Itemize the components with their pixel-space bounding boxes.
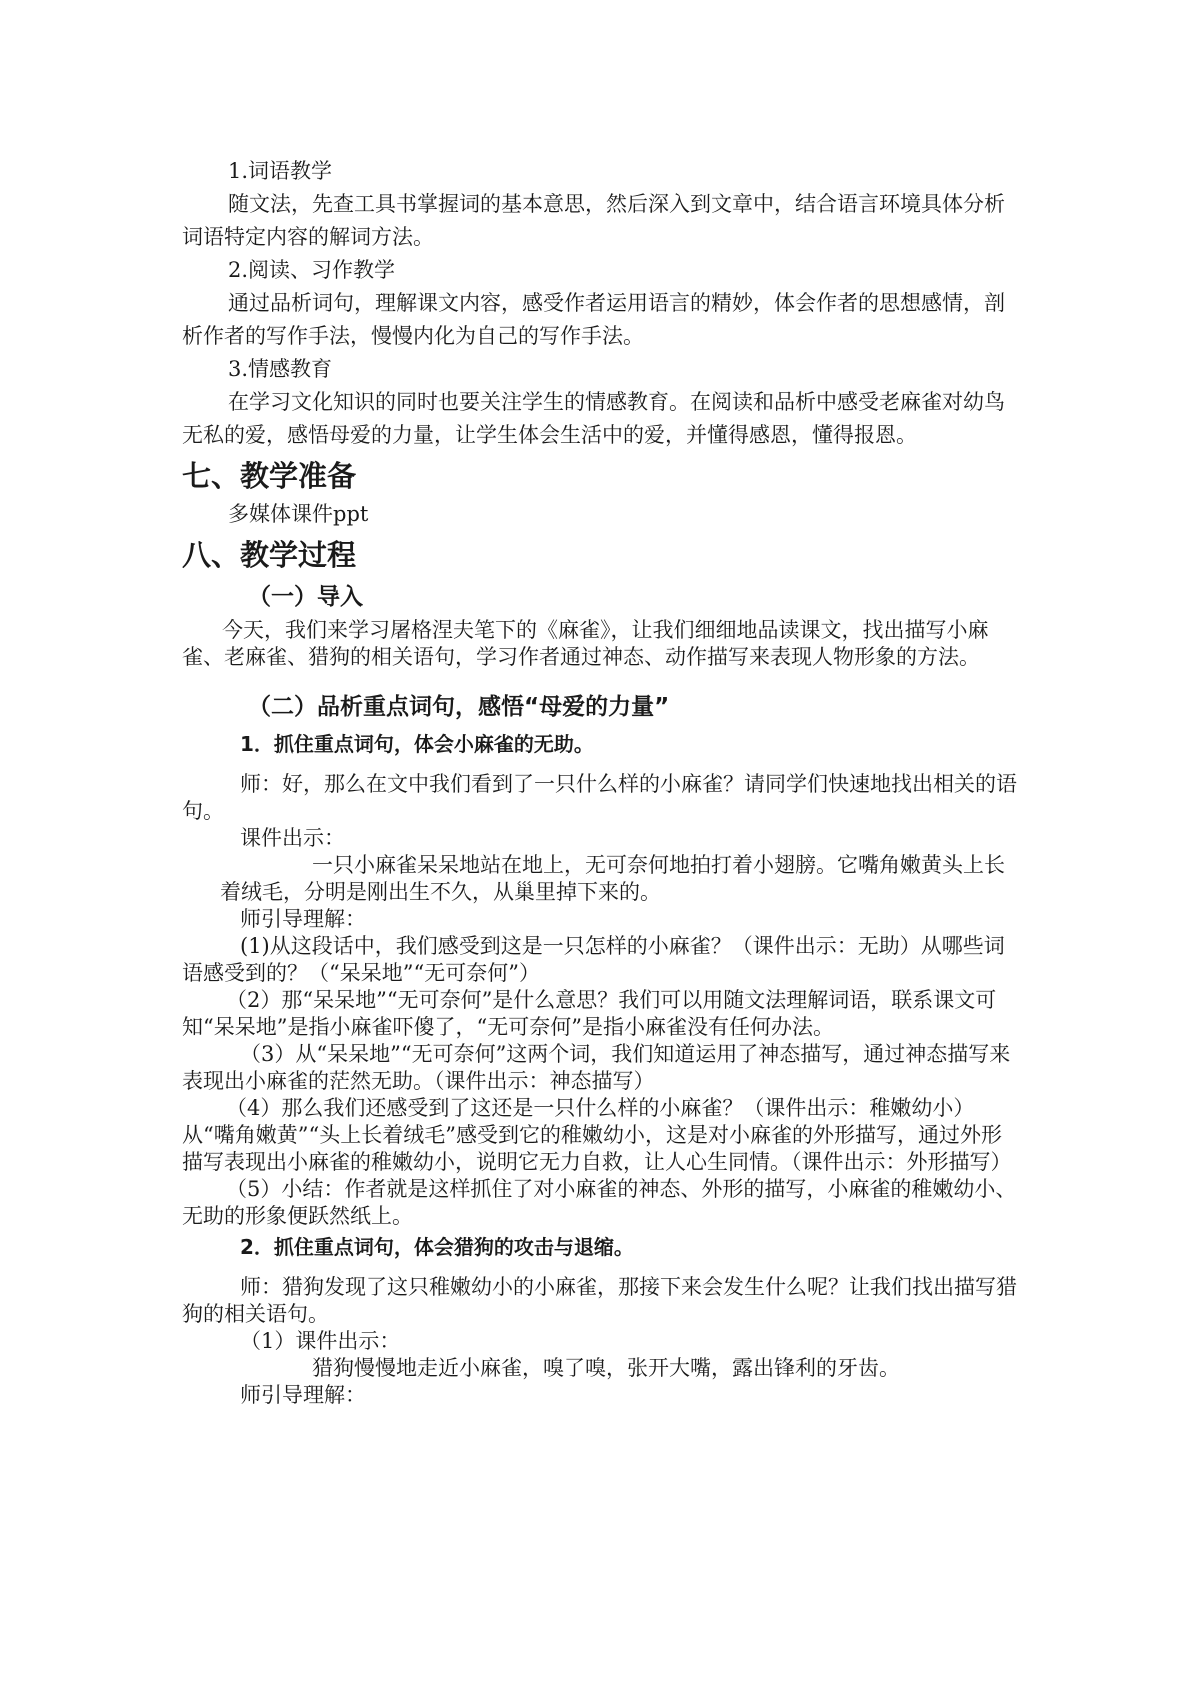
part2-sub1-heading: 1．抓住重点词句，体会小麻雀的无助。 — [240, 732, 594, 756]
prep-body: 多媒体课件ppt — [228, 502, 369, 526]
courseware-show-1: 课件出示： — [240, 826, 345, 850]
section-3-body: 在学习文化知识的同时也要关注学生的情感教育。在阅读和品析中感受老麻雀对幼鸟无私的爱，感悟母爱的力量，让学生体会生活中的爱，并懂得感恩，懂得报恩。 — [182, 390, 1005, 447]
guide-label-2: 师引导理解： — [240, 1383, 366, 1407]
part2-heading: （二）品析重点词句，感悟“母爱的力量” — [248, 694, 670, 720]
teacher-question-1: 师：好，那么在文中我们看到了一只什么样的小麻雀？请同学们快速地找出相关的语句。 — [182, 772, 1017, 823]
quote-2: 猎狗慢慢地走近小麻雀，嗅了嗅，张开大嘴，露出锋利的牙齿。 — [312, 1356, 900, 1380]
intro-heading: （一）导入 — [248, 584, 363, 610]
section-1-body: 随文法，先查工具书掌握词的基本意思，然后深入到文章中，结合语言环境具体分析词语特定内容的解词方法。 — [182, 192, 1005, 249]
section-1-title: 1.词语教学 — [228, 159, 333, 183]
section-3-title: 3.情感教育 — [228, 357, 333, 381]
intro-body: 今天，我们来学习屠格涅夫笔下的《麻雀》，让我们细细地品读课文，找出描写小麻雀、老麻雀、猎狗的相关语句，学习作者通过神态、动作描写来表现人物形象的方法。 — [182, 618, 989, 669]
document-body — [182, 155, 1018, 1409]
quote-1: 一只小麻雀呆呆地站在地上，无可奈何地拍打着小翅膀。它嘴角嫩黄头上长着绒毛，分明是刚出生不久，从巢里掉下来的。 — [220, 853, 1005, 904]
guide-q4: （4）那么我们还感受到了这还是一只什么样的小麻雀？（课件出示：稚嫩幼小）从“嘴角嫩黄”“头上长着绒毛”感受到它的稚嫩幼小，这是对小麻雀的外形描写，通过外形描写表现出小麻雀的稚嫩幼小，说明它无力自救，让人心生同情。（课件出示：外形描写） — [182, 1096, 1012, 1174]
guide-q1: (1)从这段话中，我们感受到这是一只怎样的小麻雀？（课件出示：无助）从哪些词语感受到的？（“呆呆地”“无可奈何”） — [182, 934, 1005, 985]
prep-heading: 七、教学准备 — [182, 459, 357, 493]
section-2-body: 通过品析词句，理解课文内容，感受作者运用语言的精妙，体会作者的思想感情，剖析作者的写作手法，慢慢内化为自己的写作手法。 — [182, 291, 1005, 348]
process-heading: 八、教学过程 — [182, 538, 357, 572]
teacher-question-2: 师：猎狗发现了这只稚嫩幼小的小麻雀，那接下来会发生什么呢？让我们找出描写猎狗的相关语句。 — [182, 1275, 1017, 1326]
section-2-title: 2.阅读、习作教学 — [228, 258, 396, 282]
guide-q2: （2）那“呆呆地”“无可奈何”是什么意思？我们可以用随文法理解词语，联系课文可知“呆呆地”是指小麻雀吓傻了，“无可奈何”是指小麻雀没有任何办法。 — [182, 988, 997, 1039]
courseware-show-2: （1）课件出示： — [240, 1329, 401, 1353]
guide-q3: （3）从“呆呆地”“无可奈何”这两个词，我们知道运用了神态描写，通过神态描写来表现出小麻雀的茫然无助。（课件出示：神态描写） — [182, 1042, 1011, 1093]
guide-q5: （5）小结：作者就是这样抓住了对小麻雀的神态、外形的描写，小麻雀的稚嫩幼小、无助的形象便跃然纸上。 — [182, 1177, 1017, 1228]
part2-sub2-heading: 2．抓住重点词句，体会猎狗的攻击与退缩。 — [240, 1235, 634, 1259]
guide-label-1: 师引导理解： — [240, 907, 366, 931]
